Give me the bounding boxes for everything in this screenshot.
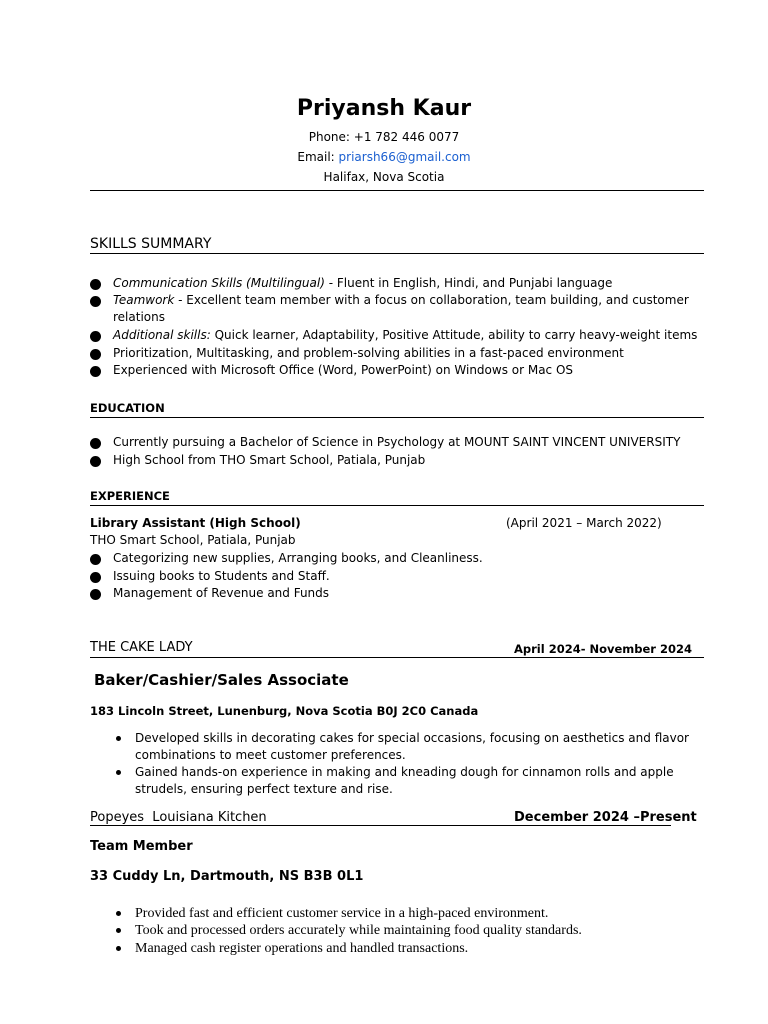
experience-heading: EXPERIENCE bbox=[90, 489, 170, 503]
experience-divider bbox=[90, 505, 704, 506]
cake-address: 183 Lincoln Street, Lunenburg, Nova Scotia B0J 2C0 Canada bbox=[90, 704, 479, 718]
bullet-icon bbox=[116, 911, 121, 916]
header-divider bbox=[90, 190, 704, 191]
skills-heading: SKILLS SUMMARY bbox=[90, 236, 212, 252]
phone-value: +1 782 446 0077 bbox=[353, 130, 460, 144]
phone-label: Phone: bbox=[308, 130, 354, 144]
bullet-icon bbox=[116, 736, 121, 741]
bullet-icon bbox=[90, 554, 101, 565]
bullet-icon bbox=[90, 456, 101, 467]
email-label: Email: bbox=[297, 150, 339, 164]
email-link[interactable]: priarsh66@gmail.com bbox=[338, 150, 471, 164]
library-role: Library Assistant (High School) bbox=[90, 516, 301, 530]
popeyes-role: Team Member bbox=[90, 839, 193, 854]
bullet-icon bbox=[90, 296, 101, 307]
bullet-icon bbox=[90, 331, 101, 342]
bullet-icon bbox=[90, 589, 101, 600]
popeyes-dates: December 2024 –Present bbox=[514, 810, 697, 825]
candidate-name: Priyansh Kaur bbox=[296, 96, 472, 121]
bullet-icon bbox=[116, 946, 121, 951]
skills-divider bbox=[90, 253, 704, 254]
bullet-icon bbox=[90, 572, 101, 583]
cake-role: Baker/Cashier/Sales Associate bbox=[94, 671, 349, 689]
library-dates: (April 2021 – March 2022) bbox=[506, 516, 662, 530]
bullet-icon bbox=[90, 366, 101, 377]
bullet-icon bbox=[90, 438, 101, 449]
phone-line bbox=[0, 130, 768, 144]
popeyes-employer: Popeyes Louisiana Kitchen bbox=[90, 810, 267, 825]
library-org: THO Smart School, Patiala, Punjab bbox=[90, 533, 296, 547]
cake-divider bbox=[90, 657, 704, 658]
bullet-icon bbox=[90, 349, 101, 360]
education-heading: EDUCATION bbox=[90, 401, 165, 415]
cake-employer: THE CAKE LADY bbox=[90, 640, 193, 655]
bullet-icon bbox=[116, 770, 121, 775]
education-divider bbox=[90, 417, 704, 418]
cake-dates: April 2024- November 2024 bbox=[514, 642, 692, 656]
popeyes-address: 33 Cuddy Ln, Dartmouth, NS B3B 0L1 bbox=[90, 869, 364, 884]
location: Halifax, Nova Scotia bbox=[323, 170, 445, 184]
bullet-icon bbox=[90, 279, 101, 290]
bullet-icon bbox=[116, 928, 121, 933]
popeyes-divider bbox=[90, 825, 671, 826]
email-line bbox=[0, 150, 768, 164]
